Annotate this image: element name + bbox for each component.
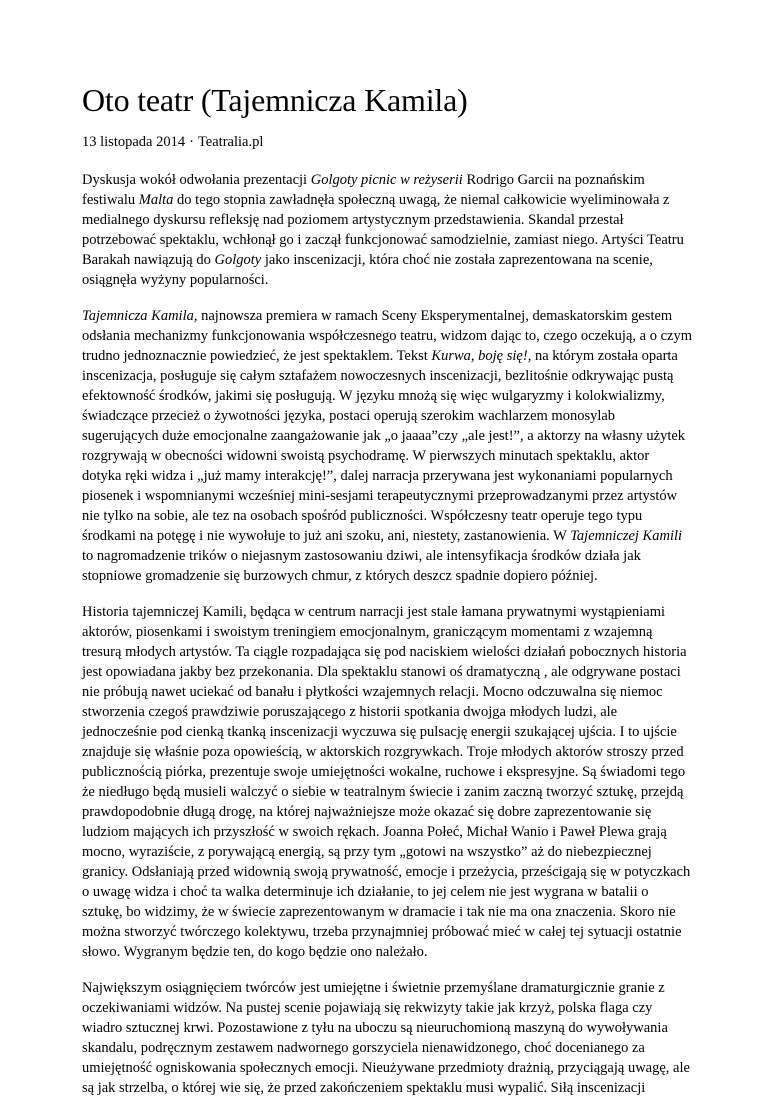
article-source: Teatralia.pl [197, 134, 264, 150]
p2-italic-c: Kurwa, boję się! [431, 348, 528, 364]
p1-text-e: do tego stopnia zawładnęła społeczną uwagą, że niemal całkowicie wyeliminowała z medialnego dyskursu refleksję nad poziomem artystycznym przedstawienia. Skandal przestał potrzebować spektaklu, wchłonął go i zaczął funkcjonować samodzielnie, zamiast niego. Artyści Teatru Barakah nawiązują do [82, 192, 684, 268]
p2-text-b: , najnowsza premiera w ramach Sceny Eksperymentalnej, demaskatorskim gestem odsłania mechanizmy funkcjonowania współczesnego teatru, widzom dając to, czego oczekują, a o czym trudno jednoznacznie powiedzieć, że jest spektaklem. Tekst [82, 308, 692, 364]
p2-text-d: , na którym została oparta inscenizacja, posługuje się całym sztafażem nowoczesnych inscenizacji, bezlitośnie odkrywając pustą efektowność środków, jakimi się posługują. W języku mnożą się więc wulgaryzmy i kolokwializmy, świadczące przecież o żywotności języka, postaci operują szerokim wachlarzem monosylab sugerujących duże emocjonalne zaangażowanie jak „o jaaaa”czy „ale jest!”, a aktorzy na własny użytek rozgrywają w obecności widowni swoistą psychodramę. W pierwszych minutach spektaklu, aktor dotyka ręki widza i „już mamy interakcję!”, dalej narracja przerywana jest wykonaniami popularnych piosenek i wspomnianymi wcześniej mini-sesjami terapeutycznymi przeprowadzanymi przez artystów nie tylko na sobie, ale tez na osobach spośród publiczności. Współczesny teatr operuje tego typu środkami na potęgę i nie wywołuje to już ani szoku, ani, niestety, zastanowienia. W [82, 348, 686, 544]
meta-separator: · [189, 134, 194, 150]
p1-text-g: jako inscenizacji, która choć nie została zaprezentowana na scenie, osiągnęła wyżyny popularności. [82, 252, 653, 288]
article-date: 13 listopada 2014 [82, 134, 186, 150]
p2-italic-a: Tajemnicza Kamila [82, 308, 194, 324]
p1-text-c: Rodrigo Garcii na poznańskim festiwalu [82, 172, 645, 208]
article-meta [82, 132, 692, 152]
paragraph-4: Największym osiągnięciem twórców jest umiejętne i świetnie przemyślane dramaturgicznie granie z oczekiwaniami widzów. Na pustej scenie pojawiają się rekwizyty takie jak krzyż, polska flaga czy wiadro sztucznej krwi. Pozostawione z tyłu na uboczu są nieuruchomioną maszyną do wywoływania skandalu, podręcznym zestawem nadwornego gorszyciela nienawidzonego, choć docenianego za umiejętność ogniskowania społecznych emocji. Nieużywane przedmioty drażnią, przyciągają uwagę, ale są jak strzelba, o której wie się, że przed zakończeniem spektaklu musi wypalić. Siłą inscenizacji [82, 980, 690, 1096]
paragraph-2 [82, 306, 692, 586]
p1-italic-f: Golgoty [214, 252, 262, 268]
article-title: Oto teatr (Tajemnicza Kamila) [82, 82, 468, 118]
paragraph-3: Historia tajemniczej Kamili, będąca w centrum narracji jest stale łamana prywatnymi wystąpieniami aktorów, piosenkami i swoistym treningiem emocjonalnym, graniczącym momentami z wzajemną tresurą młodych artystów. Ta ciągle rozpadająca się pod naciskiem wielości działań pobocznych historia jest opowiadana jakby bez przekonania. Dla spektaklu stanowi oś dramatyczną , ale odgrywane postaci nie próbują nawet uciekać od banału i płytkości wzajemnych relacji. Mocno odczuwalna się niemoc stworzenia czegoś prawdziwie poruszającego z historii spotkania dwojga młodych ludzi, ale jednocześnie pod cienką tkanką inscenizacji wyczuwa się pulsację energii szukającej ujścia. I to ujście znajduje się właśnie poza opowieścią, w aktorskich rozgrywkach. Troje młodych aktorów stroszy przed publicznością piórka, prezentuje swoje umiejętności wokalne, ruchowe i ekspresyjne. Są świadomi tego że niedługo będą musieli walczyć o siebie w teatralnym świecie i zanim zaczną tworzyć sztukę, przejdą prawdopodobnie długą drogę, na której najważniejsze może okazać się dobre zaprezentowanie się ludziom mających ich przyszłość w swoich rękach. Joanna Połeć, Michał Wanio i Paweł Plewa grają mocno, wyraziście, z porywającą energią, są przy tym „gotowi na wszystko” aż do niebezpiecznej granicy. Odsłaniają przed widownią swoją prywatność, emocje i przeżycia, prześcigają się w potyczkach o uwagę widza i choć ta walka determinuje ich działanie, to jej celem nie jest wygrana w batalii o sztukę, bo widzimy, że w świecie zaprezentowanym w dramacie i tak nie ma ona znaczenia. Skoro nie można stworzyć twórczego kolektywu, trzeba przynajmniej próbować mieć w całej tej sytuacji ostatnie słowo. Wygranym będzie ten, do kogo będzie ono należało. [82, 604, 691, 960]
article [82, 60, 692, 1098]
paragraph-1 [82, 170, 692, 290]
p1-text-a: Dyskusja wokół odwołania prezentacji [82, 172, 311, 188]
p2-text-f: to nagromadzenie trików o niejasnym zastosowaniu dziwi, ale intensyfikacja środków działa jak stopniowe gromadzenie się burzowych chmur, z których deszcz spadnie dopiero później. [82, 548, 641, 584]
p1-italic-b: Golgoty picnic w reżyserii [310, 172, 463, 188]
p1-italic-d: Malta [138, 192, 174, 208]
p2-italic-e: Tajemniczej Kamili [570, 528, 683, 544]
